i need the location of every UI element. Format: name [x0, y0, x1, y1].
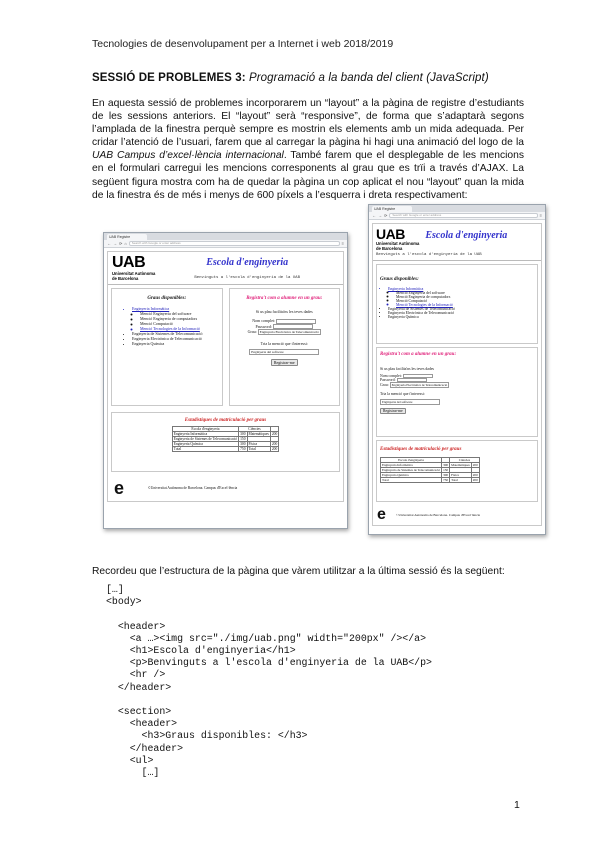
mencio-item: ◦ Menció Enginyeria de computadors	[140, 316, 222, 321]
registre-panel	[376, 347, 538, 437]
table-row: Total 750 Total 200	[382, 478, 478, 482]
footer-text: ©Universitat Autònoma de Barcelona. Campus d'Excel·lència	[148, 486, 238, 490]
code-listing	[106, 584, 432, 779]
password-label: Password:	[255, 323, 272, 329]
code-line: <hr />	[129, 669, 166, 681]
registre-panel	[229, 288, 341, 406]
table-head-cell: Escola d'enginyeria	[172, 427, 238, 432]
code-line: <a …><img src="./img/uab.png" width="200px" /></a>	[129, 632, 427, 644]
stats-table	[380, 457, 480, 483]
intro-paragraph	[92, 97, 524, 202]
grau-item: • Enginyeria Informàtica	[132, 306, 222, 311]
mencio-item: ◦ Menció Computació	[140, 321, 222, 326]
reload-icon: ⟳	[119, 241, 123, 246]
table-row: Enginyeria Química 300 Física 200	[173, 442, 278, 446]
grau-item: • Enginyeria Informàtica	[388, 287, 534, 291]
browser-tabbar	[104, 233, 347, 240]
recall-paragraph: Recordeu que l’estructura de la pàgina que vàrem utilitzar a la última sessió és la següent:	[92, 566, 505, 577]
password-label: Password:	[380, 378, 396, 383]
grau-label: Grau:	[380, 383, 389, 388]
browser-toolbar	[104, 240, 347, 248]
code-line: […]	[106, 584, 124, 595]
forward-icon: →	[113, 241, 117, 246]
code-line: <p>Benvinguts a l'escola d'enginyeria de la UAB</p>	[129, 657, 432, 669]
grau-item: • Enginyeria Química	[132, 341, 222, 346]
register-button: Registrar-me	[271, 359, 298, 366]
back-icon: ←	[107, 241, 111, 246]
campus-logo: e	[114, 478, 125, 498]
running-header: Tecnologies de desenvolupament per a Internet i web 2018/2019	[92, 38, 394, 50]
mencio-item: ◦ Menció Computació	[396, 299, 534, 303]
table-row: Enginyeria Química 300 Física 200	[382, 473, 478, 477]
stats-title: Estadístiques de matriculació per graus	[380, 447, 462, 452]
mock-content-row	[108, 285, 343, 409]
register-button: Registrar-me	[380, 408, 406, 414]
code-line: </header>	[117, 681, 172, 693]
back-icon: ←	[372, 213, 376, 218]
benvinguts-text: Benvinguts a l'escola d'enginyeria de la UAB	[194, 276, 300, 280]
grau-item: • Enginyeria Química	[388, 315, 534, 319]
address-bar: Search with Google or enter address	[389, 213, 537, 218]
menu-icon: ≡	[341, 241, 344, 246]
graus-list	[380, 287, 534, 319]
grau-item: • Enginyeria de Sistemes de Telecomunicació	[388, 307, 534, 311]
mock-header	[373, 224, 541, 261]
browser-tab: UAB Registre	[372, 206, 412, 212]
code-line: […]	[106, 767, 160, 779]
intro-italic: UAB Campus d’excel·lència internacional	[92, 150, 284, 162]
grau-label: Grau:	[247, 329, 257, 335]
code-line: </header>	[129, 742, 184, 754]
grau-item: • Enginyeria Electrònica de Telecomunicació	[132, 336, 222, 341]
graus-title: Graus disponibles:	[147, 296, 187, 301]
uab-logo	[376, 227, 419, 251]
grau-item: • Enginyeria de Sistemes de Telecomunicació	[132, 331, 222, 336]
mencio-item: ◦ Menció Enginyeria de computadors	[396, 295, 534, 299]
mencio-select: Enginyeria del software	[249, 349, 319, 355]
stats-table	[172, 426, 280, 452]
form-intro: Si us plau facilita'ns les teves dades	[255, 309, 313, 314]
browser-tab: UAB Registre	[107, 234, 147, 240]
grau-item: • Enginyeria Electrònica de Telecomunicació	[388, 311, 534, 315]
section-heading-subtitle: Programació a la banda del client (JavaScript)	[248, 72, 489, 84]
table-row: Enginyeria de Sistemes de Telecomunicació 150	[172, 437, 279, 442]
nom-label: Nom complet:	[380, 374, 402, 378]
home-icon: ⌂	[124, 241, 127, 246]
mencio-item: ◦ Menció Tecnologies de la Informació	[396, 303, 534, 307]
uab-logo	[112, 255, 155, 281]
table-row: Enginyeria Informàtica 300 Matemàtiques 200	[173, 432, 278, 436]
campus-logo: e	[377, 506, 386, 523]
reload-icon: ⟳	[384, 213, 388, 218]
mock-page	[372, 223, 542, 526]
section-heading-label: SESSIÓ DE PROBLEMES 3:	[92, 72, 246, 84]
section-heading	[92, 72, 489, 84]
table-row: Total 750 Total 200	[173, 447, 278, 451]
graus-title: Graus disponibles:	[380, 277, 419, 282]
mock-footer	[373, 505, 541, 525]
code-line: <header>	[129, 718, 178, 730]
stats-panel	[376, 440, 538, 502]
mencio-label: Tria la menció que t'interessi:	[260, 341, 308, 347]
mock-page	[107, 251, 344, 502]
page-number: 1	[514, 799, 520, 811]
browser-tabbar	[369, 205, 545, 212]
footer-text: ©Universitat Autònoma de Barcelona. Campus d'Excel·lència	[395, 513, 481, 517]
mencio-item: ◦ Menció Enginyeria del software	[396, 291, 534, 295]
code-line: <section>	[117, 706, 172, 718]
code-line: <header>	[117, 620, 166, 632]
table-head-cell: Escola d'enginyeria	[381, 458, 442, 463]
code-line: <h1>Escola d'enginyeria</h1>	[129, 645, 296, 657]
escola-title: Escola d'enginyeria	[206, 257, 289, 268]
wide-layout-screenshot	[103, 232, 348, 529]
table-row: Enginyeria Informàtica 300 Matemàtiques 200	[382, 463, 478, 467]
grau-select: Enginyeria Electrònica de Telecomunicació	[391, 383, 448, 388]
table-head-cell: Ciències	[239, 427, 271, 432]
uab-logo-name-2: de Barcelona	[376, 246, 403, 251]
nom-label: Nom complet:	[252, 318, 276, 323]
stats-title: Estadístiques de matriculació per graus	[184, 418, 267, 423]
mencio-item: ◦ Menció Tecnologies de la Informació	[140, 326, 222, 331]
uab-logo-mark: UAB	[112, 254, 146, 271]
menu-icon: ≡	[539, 213, 542, 218]
nom-input	[276, 319, 316, 324]
code-line: <body>	[106, 596, 142, 608]
graus-panel	[111, 288, 223, 406]
table-head-cell: Ciències	[450, 458, 480, 463]
table-row: Enginyeria de Sistemes de Telecomunicació 150	[381, 468, 480, 473]
uab-logo-name-1: Universitat Autònoma	[112, 271, 156, 276]
stats-panel	[111, 412, 340, 472]
browser-toolbar	[369, 212, 545, 220]
intro-text-2: . També farem que el desplegable de les mencions en el formulari carregui les mencions corresponents al grau que es trïi a través d’AJAX. La següent figura mostra com ha de quedar la pàgina un cop aplicat el nou “layout” quan la mida de la finestra és de més i menys de 600 píxels a l’esquerra i dreta respectivament:	[92, 150, 525, 201]
escola-title: Escola d'enginyeria	[425, 230, 508, 241]
narrow-layout-screenshot	[368, 204, 546, 535]
uab-logo-name-2: de Barcelona	[112, 276, 139, 281]
mencio-item: ◦ Menció Enginyeria del software	[140, 311, 222, 316]
uab-logo-mark: UAB	[376, 226, 405, 242]
graus-panel	[376, 264, 538, 344]
mencio-label: Tria la menció que t'interessi:	[380, 392, 425, 397]
mock-header	[108, 252, 343, 285]
uab-logo-name-1: Universitat Autònoma	[376, 241, 420, 246]
code-line: <ul>	[129, 754, 154, 766]
intro-text-1: En aquesta sessió de problemes incorporarem un “layout” a la pàgina de registre d’estudiants de les sessions anteriors. El “layout” serà “responsive”, de forma que s’adaptarà segons l’amplada de la finestra perquè sempre es mostrin els elements amb un mida adequada. Per cridar l’atenció de l’usuari, farem que al carregar la pàgina hi hagi una animació del logo de la	[92, 98, 524, 149]
forward-icon: →	[378, 213, 382, 218]
mock-footer	[108, 475, 343, 501]
code-line: <h3>Graus disponibles: </h3>	[141, 730, 308, 742]
benvinguts-text: Benvinguts a l'escola d'enginyeria de la UAB	[376, 253, 482, 257]
graus-list	[112, 306, 222, 346]
form-title: Registra't com a alumne en un grau:	[380, 352, 457, 357]
form-title: Registra't com a alumne en un grau:	[246, 296, 323, 301]
form-intro: Si us plau facilita'ns les teves dades	[380, 367, 435, 371]
grau-select: Enginyeria Electrònica de Telecomunicació	[259, 330, 319, 335]
address-bar: Search with Google or enter address	[129, 241, 340, 246]
mencio-select: Enginyeria del software	[380, 399, 440, 405]
